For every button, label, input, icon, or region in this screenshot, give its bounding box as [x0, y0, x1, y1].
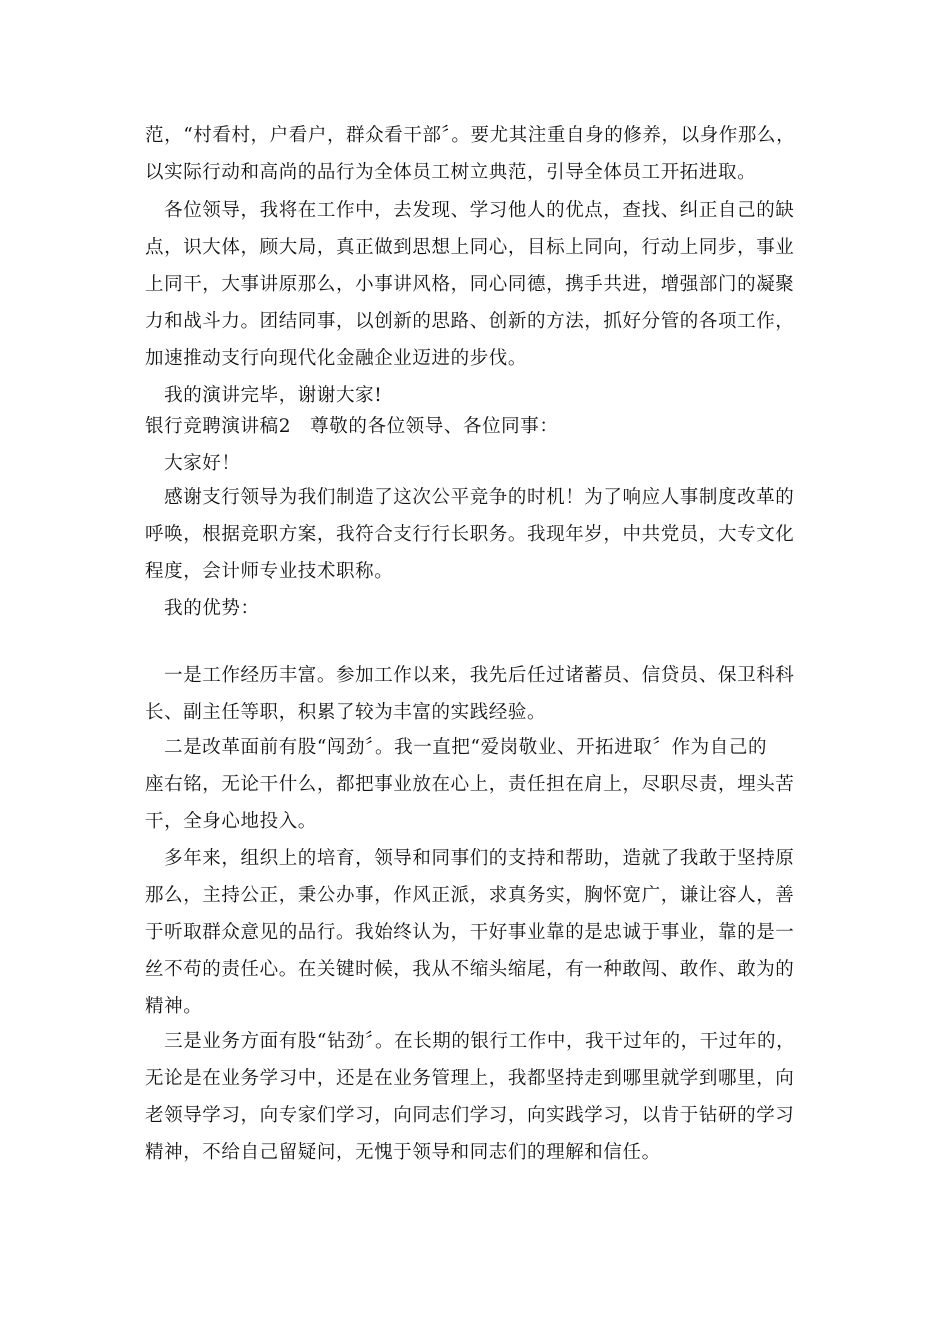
text-line: 我的演讲完毕，谢谢大家!: [145, 385, 383, 406]
text-line: 二是改革面前有股“闯劲〞。我一直把“爱岗敬业、开拓进取〞作为自己的: [145, 737, 768, 758]
text-line: 丝不苟的责任心。在关键时候，我从不缩头缩尾，有一种敢闯、敢作、敢为的: [145, 959, 795, 980]
text-line: 精神，不给自己留疑问，无愧于领导和同志们的理解和信任。: [145, 1142, 661, 1163]
text-line: 三是业务方面有股“钻劲〞。在长期的银行工作中，我干过年的，干过年的，: [145, 1031, 796, 1052]
text-line: 无论是在业务学习中，还是在业务管理上，我都坚持走到哪里就学到哪里，向: [145, 1068, 795, 1089]
text-line: 力和战斗力。团结同事，以创新的思路、创新的方法，抓好分管的各项工作，: [145, 311, 795, 332]
text-line: 程度，会计师专业技术职称。: [145, 561, 394, 582]
text-line: 感谢支行领导为我们制造了这次公平竞争的时机！为了响应人事制度改革的: [145, 487, 795, 508]
text-line: 于听取群众意见的品行。我始终认为，干好事业靠的是忠诚于事业，靠的是一: [145, 922, 795, 943]
text-line: 老领导学习，向专家们学习，向同志们学习，向实践学习，以肯于钻研的学习: [145, 1105, 795, 1126]
text-line: 点，识大体，顾大局，真正做到思想上同心，目标上同向，行动上同步，事业: [145, 237, 795, 258]
text-line: 座右铭，无论干什么，都把事业放在心上，责任担在肩上，尽职尽责，埋头苦: [145, 774, 795, 795]
text-line: 加速推动支行向现代化金融企业迈进的步伐。: [145, 348, 528, 369]
text-line: 各位领导，我将在工作中，去发现、学习他人的优点，查找、纠正自己的缺: [145, 200, 795, 221]
text-line: 我的优势：: [145, 598, 260, 619]
text-line: 干，全身心地投入。: [145, 811, 317, 832]
text-line: 呼唤，根据竞职方案，我符合支行行长职务。我现年岁，中共党员，大专文化: [145, 524, 795, 545]
text-line: 长、副主任等职，积累了较为丰富的实践经验。: [145, 702, 547, 723]
text-line: 范，“村看村，户看户，群众看干部〞。要尤其注重自身的修养，以身作那么，: [145, 125, 796, 146]
text-line: 大家好！: [145, 453, 241, 474]
text-line: 精神。: [145, 996, 203, 1017]
section-heading: 银行竞聘演讲稿2 尊敬的各位领导、各位同事：: [145, 416, 559, 437]
text-line: 那么，主持公正，秉公办事，作风正派，求真务实，胸怀宽广，谦让容人，善: [145, 885, 795, 906]
text-line: 多年来，组织上的培育，领导和同事们的支持和帮助，造就了我敢于坚持原: [145, 848, 795, 869]
text-line: 以实际行动和高尚的品行为全体员工树立典范，引导全体员工开拓进取。: [145, 162, 757, 183]
text-line: 上同干，大事讲原那么，小事讲风格，同心同德，携手共进，增强部门的凝聚: [145, 274, 795, 295]
text-line: 一是工作经历丰富。参加工作以来，我先后任过诸蓄员、信贷员、保卫科科: [145, 665, 795, 686]
